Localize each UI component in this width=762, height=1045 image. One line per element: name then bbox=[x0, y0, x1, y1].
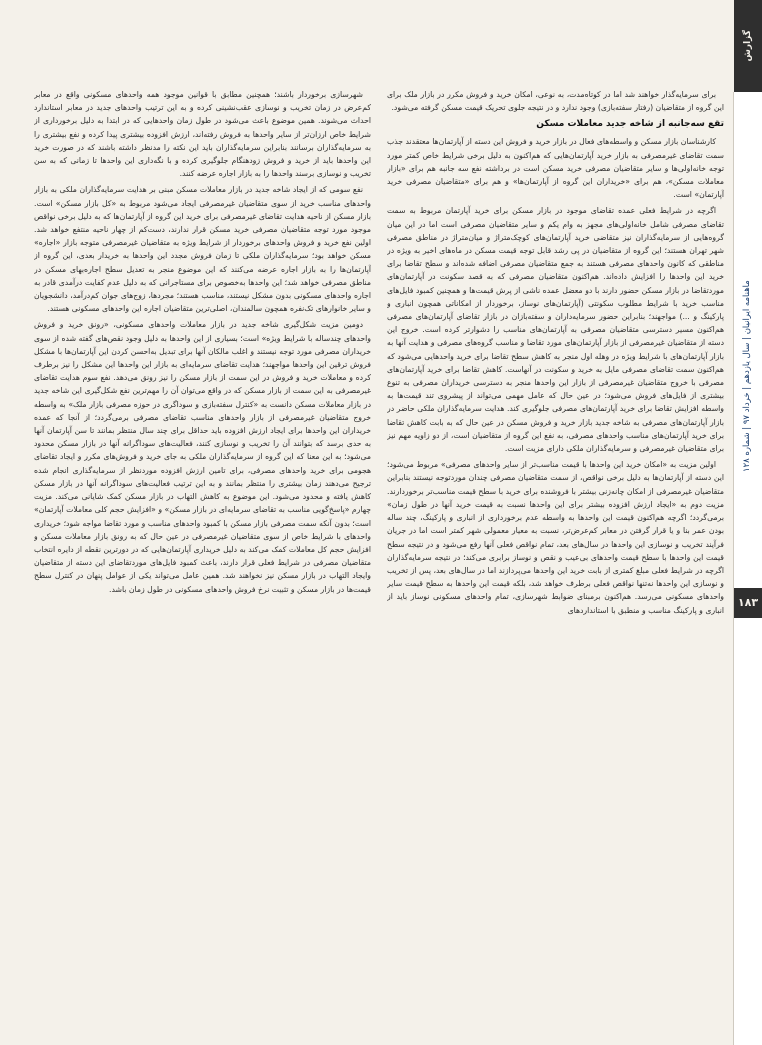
side-divider bbox=[733, 92, 734, 1045]
page-number: ۱۸۳ bbox=[734, 588, 762, 618]
section-subheading: تقع سه‌جانبه از شاخه جدید معاملات مسکن bbox=[536, 119, 724, 130]
paragraph: نفع سومی که از ایجاد شاخه جدید در بازار معاملات مسکن مبنی بر هدایت سرمایه‌گذاران ملکی به بازار واحدهای مناسب خرید از سوی متقاضیان غیرمصرفی ایجاد می‌شود مربوط به «کل بازار مسکن» است. بازار مسکن از ناحیه هدایت تقاضای غیرمصرفی برای خرید این گروه از آپارتمان‌ها که به دلیل برخی نواقص موجود مورد توجه متقاضیان مصرفی خرید مسکن قرار ندارند، دست‌کم از چهار ناحیه منتفع خواهد شد. اولین نفع خرید و فروش واحدهای برخوردار از شرایط ویژه به متقاضیان غیرمصرفی متوجه بازار «اجاره» مسکن خواهد بود؛ سرمایه‌گذاران ملکی تا زمان فروش مجدد این واحدها به خریدار بعدی، این گروه از آپارتمان‌ها را به بازار اجاره عرضه می‌کنند که این موضوع منجر به تعدیل سطح اجاره‌بهای مسکن در مناطق مصرفی خواهد شد؛ این واحدها به‌خصوص برای مستاجرانی که به دلیل عدم کفایت درآمدی قادر به اجاره واحدهای مسکونی بدون مشکل نیستند، مناسب هستند؛ مجردها، زوج‌های جوان کم‌درآمد، دانشجویان و سایر خانوارهای تک‌نفره همچون سالمندان، اصلی‌ترین متقاضیان اجاره این واحدهای مسکونی هستند. bbox=[34, 185, 371, 314]
article-body bbox=[34, 88, 724, 1028]
paragraph: اولین مزیت به «امکان خرید این واحدها با قیمت مناسب‌تر از سایر واحدهای مصرفی» مربوط می‌شود؛ این دسته از آپارتمان‌ها به دلیل برخی نواقص، از سمت متقاضیان مصرفی چندان موردتوجه نیستند بنابراین متقاضیان غیرمصرفی از امکان چانه‌زنی بیشتر با فروشنده برای خرید با سطح قیمت مناسب‌تر برخوردارند. مزیت دوم به «ایجاد ارزش افزوده بیشتر برای این واحدها نسبت به قیمت خرید آنها در طول زمان» برمی‌گردد؛ اگرچه هم‌اکنون قیمت این واحدها به واسطه عدم برخورداری از انباری و پارکینگ، چند ساله بودن عمر بنا و یا قرار گرفتن در معابر کم‌عرض‌تر، نسبت به معیار معمولی شهر کمتر است اما در جریان فرآیند تخریب و نوسازی این واحدها در سال‌های بعد، تمام نواقص فعلی آنها رفع می‌شود و در نتیجه سطح قیمت این واحدها با سطح قیمت واحدهای بی‌عیب و نقص و نوساز برابری می‌کند؛ در نتیجه سرمایه‌گذاران اگرچه در شرایط فعلی مبلغ کمتری از بابت خرید این واحدها می‌پردازند اما در سال‌های بعد، پس از تخریب و نوسازی این واحدها نه‌تنها نواقص فعلی برطرف خواهد شد، بلکه قیمت این واحدها به سطح قیمت سایر واحدهای مسکونی می‌رسد. هم‌اکنون برمبنای ضوابط شهرسازی، تمام واحدهای مسکونی نوساز باید از انباری و پارکینگ مناسب و منطبق با استانداردهای bbox=[387, 460, 724, 615]
section-tab-label: گزارش bbox=[743, 30, 753, 62]
journal-issue-info: ماهنامه ایرانیان | سال یازدهم | خرداد ۹۷ | شماره ۱۲۸ bbox=[742, 280, 752, 472]
intro-paragraph: برای سرمایه‌گذار خواهند شد اما در کوتاه‌مدت، به نوعی، امکان خرید و فروش مکرر در بازار ملک برای این گروه از متقاضیان (رفتار سفته‌بازی) وجود ندارد و در نتیجه جلوی تحریک قیمت مسکن گرفته می‌شود. bbox=[387, 90, 724, 113]
section-tab bbox=[734, 0, 762, 92]
right-column bbox=[387, 88, 724, 1028]
paragraph: دومین مزیت شکل‌گیری شاخه جدید در بازار معاملات واحدهای مسکونی، «رونق خرید و فروش واحدهای چندساله با شرایط ویژه» است؛ بسیاری از این واحدها به دلیل وجود نقص‌های گفته شده از سوی خریداران مصرفی مورد توجه نیستند و اغلب مالکان آنها برای تبدیل به‌احسن کردن این آپارتمان‌ها با مشکل فروش ترقین این واحدها مواجهند؛ هدایت تقاضای سرمایه‌ای به بازار این واحدها این مشکل را نیز برطرف کرده و معاملات خرید و فروش در این سمت از بازار مسکن را نیز رونق می‌دهد. نفع سوم هدایت تقاضای غیرمصرفی به این سمت از بازار مسکن که در واقع می‌توان آن را مهم‌ترین نفع شکل‌گیری این شاخه جدید در بازار معاملات مسکن دانست به «کنترل سفته‌بازی و سوداگری در حوزه مصرفی بازار ملک» به واسطه خروج متقاضیان غیرمصرفی از بازار واحدهای مناسب تقاضای مصرفی برمی‌گردد؛ از آنجا که عمده خریداران این واحدها برای ایجاد ارزش افزوده باید حداقل برای چند سال منتظر بمانند تا سن آپارتمان آنها به حدی برسد که بتوانند آن را تخریب و نوسازی کنند، فعالیت‌های سوداگرانه آنها در بازار مسکن محدود می‌شود؛ به این معنا که این گروه از سرمایه‌گذاران ملکی به جای خرید و فروش‌های مکرر و ایجاد تقاضای هجومی برای خرید واحدهای مصرفی، برای تامین ارزش افزوده موردنظر از سرمایه‌گذاری انجام شده ترجیح می‌دهند زمان بیشتری را منتظر بمانند و به این ترتیب فعالیت‌های سوداگرانه آنها در بازار مسکن کاهش یافته و محدود می‌شود. این موضوع به کاهش التهاب در بازار مسکن کمک شایانی می‌کند. مزیت چهارم «پاسخ‌گویی مناسب به تقاضای سرمایه‌ای در بازار مسکن» و «افزایش حجم کلی معاملات آپارتمان» است؛ بدون آنکه سمت مصرفی بازار مسکن با کمبود واحدهای مناسب و مورد تقاضا مواجه شود؛ خریداری واحدهای با شرایط خاص از سوی متقاضیان غیرمصرفی در عین حال که به رونق بازار معاملات مسکن و افزایش حجم کل معاملات کمک می‌کند به دلیل خریداری آپارتمان‌هایی که در دورترین نقطه از دایره انتخاب متقاضیان مصرفی در شرایط فعلی قرار دارند، باعث کمبود فایل‌های موردتقاضای این دسته از متقاضیان وایجاد التهاب در بازار مسکن نیز نخواهند شد. همین عامل می‌تواند یکی از عوامل پنهان در کنترل سطح قیمت‌ها در بازار مسکن و تثبیت نرخ فروش واحدهای مسکونی در طول زمان باشد. bbox=[34, 320, 371, 594]
paragraph: اگرچه در شرایط فعلی عمده تقاضای موجود در بازار مسکن برای خرید آپارتمان مربوط به سمت تقاضای مصرفی شامل خانه‌اولی‌های مجهز به وام یکم و سایر متقاضیان مصرفی است اما در این میان گروه‌هایی از سرمایه‌گذاران نیز متقاضی خرید آپارتمان‌های کوچک‌متراژ و میان‌متراژ در مناطق مصرفی شهر تهران هستند؛ این گروه از متقاضیان در پی رشد قابل توجه قیمت مسکن در ماه‌های اخیر به ویژه در مناطقی که کانون واحدهای مصرفی هستند به جمع متقاضیان مصرفی اضافه شده‌اند و سطح تقاضا برای خرید این واحدها را افزایش داده‌اند. هم‌اکنون متقاضیان مصرفی که به قصد سکونت در آپارتمان‌های موردتقاضا در بازار مسکن حضور دارند با دو معضل عمده ناشی از پرش قیمت‌ها و همچنین کمبود فایل‌های مناسب خرید با شرایط مطلوب سکونتی (آپارتمان‌های نوساز، برخوردار از امکاناتی همچون انباری و پارکینگ و ...) مواجهند؛ بنابراین حضور سرمایه‌داران و سفته‌بازان در بازار تقاضای آپارتمان‌های مصرفی هم‌اکنون مسیر دسترسی متقاضیان مصرفی به آپارتمان‌های مناسب را دشوارتر کرده است. خروج این دسته از متقاضیان غیرمصرفی از بازار آپارتمان‌های مورد تقاضا و مناسب گروه‌های مصرفی و هدایت آنها به بازار آپارتمان‌های با شرایط ویژه در وهله اول منجر به کاهش سطح تقاضا برای خرید واحدهایی می‌شود که هم‌اکنون سمت تقاضای مصرفی مایل به خرید و سکونت در آنهاست. کاهش تقاضا برای خرید آپارتمان‌های مصرفی با خروج متقاضیان غیرمصرفی از بازار این واحدها منجر به دسترسی خریداران مصرفی به تنوع بیشتری از فایل‌های فروش می‌شود؛ در عین حال که عامل مهمی می‌تواند از پیشروی تند قیمت‌ها به واسطه افزایش تقاضا برای خرید آپارتمان‌های مصرفی جلوگیری کند. هدایت سرمایه‌گذاران ملکی حاضر در بازار آپارتمان‌های مصرفی به شاخه جدید بازار خرید و فروش مسکن در عین حال که به بابت کاهش تقاضا برای خرید آپارتمان‌های مناسب واحدهای مصرفی، به نفع این گروه از متقاضیان است، از دو زاویه مهم نیز برای متقاضیان غیرمصرفی و سرمایه‌گذاران ملکی دارای مزیت است. bbox=[387, 206, 724, 454]
paragraph: شهرسازی برخوردار باشند؛ همچنین مطابق با قوانین موجود همه واحدهای مسکونی واقع در معابر کم‌عرض در زمان تخریب و نوسازی عقب‌نشینی کرده و به این ترتیب واحدهای جدید در معابر استاندارد احداث می‌شوند. همین موضوع باعث می‌شود در طول زمان واحدهایی که در ابتدا به دلیل برخورداری از شرایط خاص ارزان‌تر از سایر واحدها به فروش رفته‌اند، ارزش افزوده بیشتری پیدا کرده و نفع بیشتری را به سرمایه‌گذاران برسانند بنابراین سرمایه‌گذاران باید این نکته را مدنظر داشته باشند که در صورت خرید این واحدها باید از خرید و فروش زودهنگام جلوگیری کرده و با نگه‌داری این واحدها تا زمانی که به سن تخریب و نوسازی برسند واحدها را به بازار اجاره عرضه کنند. bbox=[34, 90, 371, 179]
left-column bbox=[34, 88, 371, 1028]
paragraph: کارشناسان بازار مسکن و واسطه‌های فعال در بازار خرید و فروش این دسته از آپارتمان‌ها معتقدند جذب سمت تقاضای غیرمصرفی به بازار خرید آپارتمان‌هایی که هم‌اکنون به دلیل برخی شرایط خاص کمتر مورد توجه خانه‌اولی‌ها و سایر متقاضیان مصرفی خرید مسکن است در برداشته نفع سه جانبه هم برای «بازار معاملات مسکن»، هم برای «خریداران این گروه از آپارتمان‌ها» و هم برای «متقاضیان مصرفی خرید آپارتمان» است. bbox=[387, 137, 724, 200]
